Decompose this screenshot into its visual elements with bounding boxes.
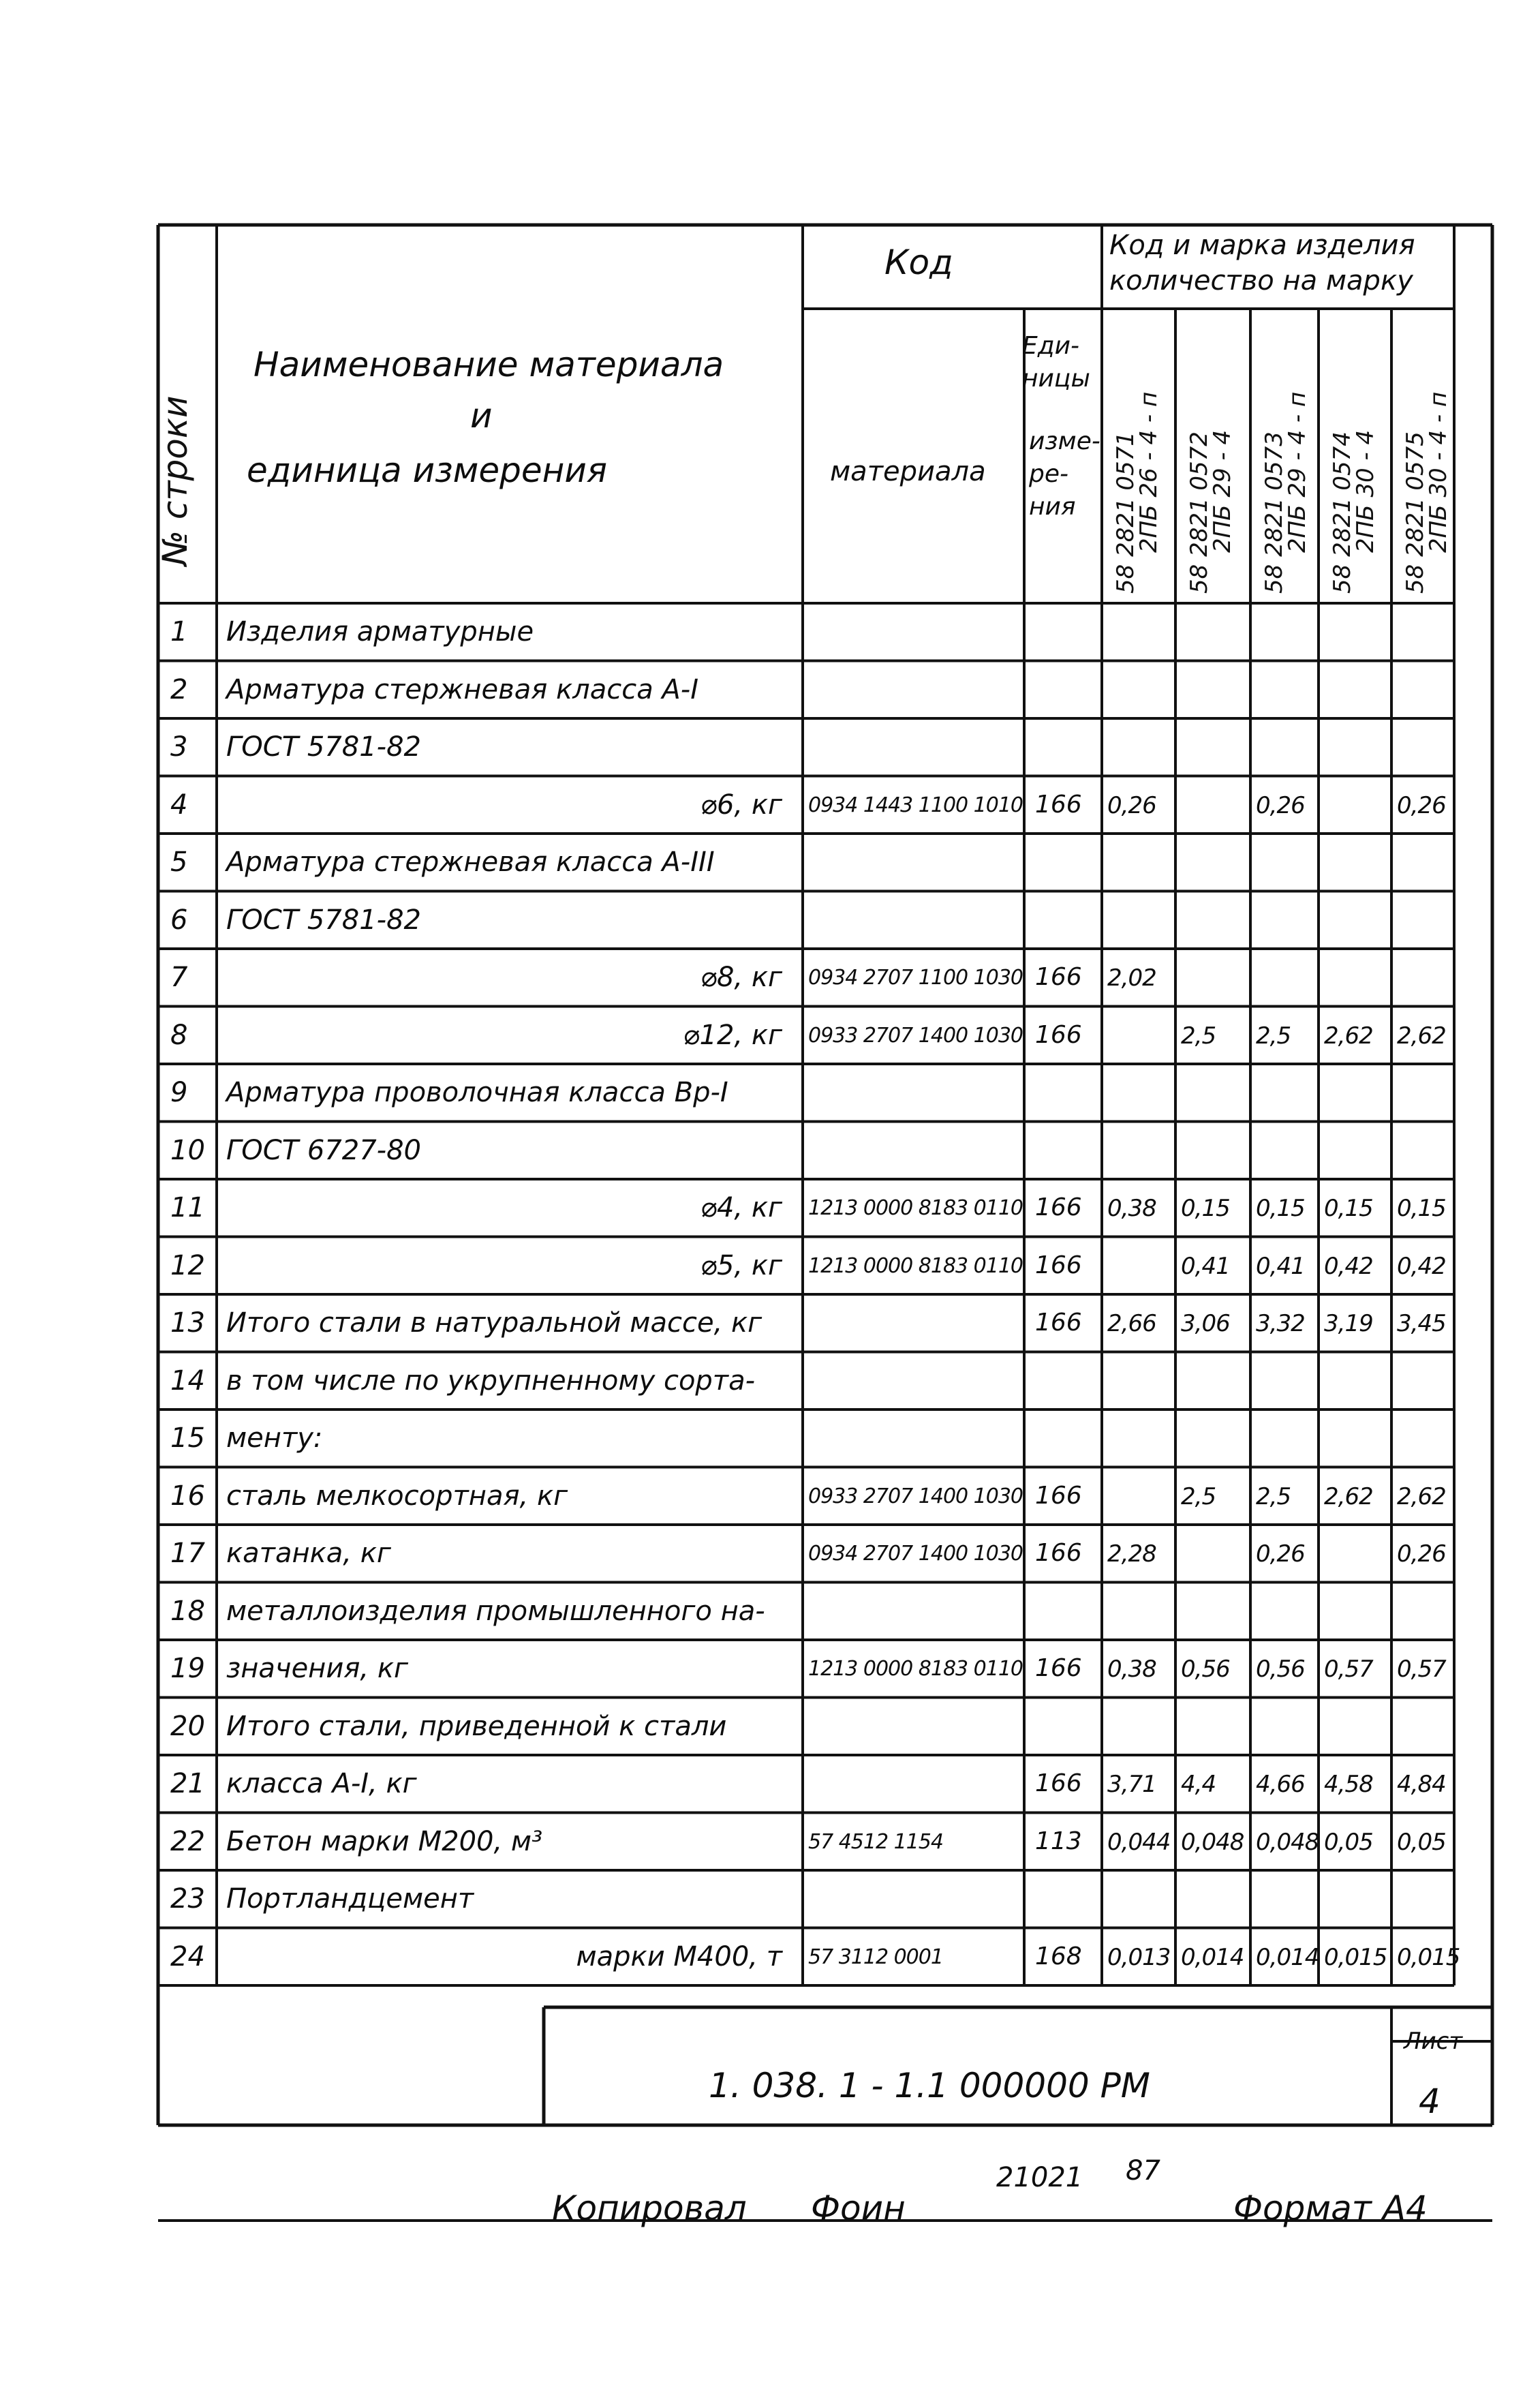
quantity-value: 4,84 [1397,1771,1446,1798]
unit-header-line3: изме- [1029,427,1100,455]
quantity-value: 2,02 [1107,964,1156,992]
row-number: 18 [170,1595,205,1627]
quantity-value: 4,58 [1324,1771,1373,1798]
quantity-value: 0,26 [1397,791,1446,819]
quantity-value: 0,42 [1397,1252,1446,1280]
row-number: 23 [170,1883,205,1915]
row-number: 24 [170,1940,205,1972]
name-header-line2: и [470,396,493,436]
product-column-header [1114,392,1160,594]
material-name: Итого стали, приведенной к стали [226,1710,727,1742]
product-code: 58 2821 0571 [1112,431,1139,594]
product-code: 58 2821 0573 [1261,431,1288,594]
row-number: 7 [170,962,188,993]
material-code: 0933 2707 1400 1030 [808,1023,1023,1048]
material-name: Портландцемент [226,1883,474,1915]
quantity-value: 2,62 [1397,1022,1446,1050]
material-code: 1213 0000 8183 0110 [808,1196,1023,1220]
unit-header-line2: ницы [1022,365,1090,393]
quantity-value: 0,15 [1324,1195,1373,1222]
product-column-header [1404,392,1450,594]
material-name: Итого стали в натуральной массе, кг [226,1307,763,1339]
material-code: 0934 1443 1100 1010 [808,793,1023,817]
quantity-value: 2,5 [1256,1482,1291,1510]
quantity-value: 0,56 [1181,1656,1230,1683]
copied-by-name: Фоин [811,2189,906,2228]
product-mark: 2ПБ 26 - 4 - п [1135,391,1162,553]
material-name: катанка, кг [226,1538,391,1569]
quantity-value: 0,015 [1397,1943,1460,1971]
quantity-value: 3,06 [1181,1310,1230,1337]
quantity-value: 3,19 [1324,1310,1373,1337]
material-name: сталь мелкосортная, кг [226,1480,568,1512]
product-mark: 2ПБ 29 - 4 [1209,429,1236,553]
format-label: Формат А4 [1233,2189,1428,2228]
quantity-value: 0,05 [1397,1828,1446,1856]
quantity-value: 0,048 [1256,1828,1319,1856]
quantity-value: 0,42 [1324,1252,1373,1280]
row-number: 16 [170,1480,205,1512]
row-number: 13 [170,1307,205,1339]
unit-header-line4: ре- [1029,460,1068,488]
unit-header-line1: Еди- [1022,332,1080,360]
quantity-value: 0,41 [1181,1252,1230,1280]
copied-by-label: Копировал [552,2189,747,2228]
material-name: ГОСТ 5781-82 [226,731,421,763]
quantity-value: 0,38 [1107,1195,1156,1222]
quantity-value: 2,28 [1107,1540,1156,1568]
product-column-header [1263,392,1309,594]
material-name: ⌀5, кг [700,1249,782,1281]
order-number: 21021 [996,2162,1083,2193]
row-number: 11 [170,1192,205,1223]
document-code: 1. 038. 1 - 1.1 000000 РМ [709,2066,1150,2105]
material-code: 0933 2707 1400 1030 [808,1484,1023,1508]
code-material-header: материала [830,456,986,487]
row-number: 19 [170,1653,205,1684]
quantity-value: 0,38 [1107,1656,1156,1683]
product-mark: 2ПБ 30 - 4 [1352,429,1379,553]
unit-code: 166 [1035,1654,1082,1682]
sheet-label: Лист [1404,2028,1463,2055]
products-header-line2: количество на марку [1109,265,1413,296]
quantity-value: 0,41 [1256,1252,1305,1280]
row-number: 8 [170,1019,188,1051]
product-code: 58 2821 0572 [1186,431,1213,594]
quantity-value: 3,32 [1256,1310,1305,1337]
unit-code: 113 [1035,1827,1082,1855]
material-name: Бетон марки М200, м³ [226,1825,543,1857]
material-name: ГОСТ 6727-80 [226,1134,421,1166]
product-column-header [1331,430,1377,594]
code-header: Код [884,243,953,282]
unit-code: 166 [1035,1769,1082,1797]
quantity-value: 2,62 [1397,1482,1446,1510]
quantity-value: 0,26 [1397,1540,1446,1568]
quantity-value: 0,26 [1256,791,1305,819]
unit-code: 166 [1035,1539,1082,1567]
row-number: 1 [170,616,188,647]
material-name: класса А-I, кг [226,1768,417,1799]
row-number: 3 [170,731,188,763]
row-number: 15 [170,1422,205,1454]
row-number: 4 [170,789,188,821]
unit-code: 166 [1035,963,1082,991]
material-name: ⌀12, кг [683,1019,782,1051]
material-name: ⌀6, кг [700,789,782,821]
quantity-value: 0,014 [1181,1943,1244,1971]
material-name: Арматура стержневая класса А-I [226,673,699,705]
product-column-header [1188,430,1234,594]
quantity-value: 2,5 [1181,1482,1216,1510]
name-header-line3: единица измерения [247,451,607,490]
material-name: ⌀8, кг [700,962,782,993]
unit-code: 166 [1035,1193,1082,1221]
material-name: марки М400, т [576,1940,782,1972]
material-name: менту: [226,1422,323,1454]
quantity-value: 0,26 [1107,791,1156,819]
unit-code: 168 [1035,1942,1082,1970]
row-number-header: № строки [155,395,195,566]
material-name: в том числе по укрупненному сорта- [226,1365,756,1397]
quantity-value: 4,66 [1256,1771,1305,1798]
material-name: ⌀4, кг [700,1192,782,1223]
material-name: Арматура проволочная класса Вр-I [226,1077,728,1108]
quantity-value: 2,5 [1256,1022,1291,1050]
quantity-value: 0,013 [1107,1943,1171,1971]
quantity-value: 2,62 [1324,1022,1373,1050]
quantity-value: 0,15 [1181,1195,1230,1222]
sheet-number: 4 [1419,2082,1441,2121]
unit-code: 166 [1035,1251,1082,1279]
quantity-value: 0,015 [1324,1943,1387,1971]
row-number: 17 [170,1538,205,1569]
material-name: Арматура стержневая класса А-III [226,847,715,878]
quantity-value: 0,57 [1324,1656,1373,1683]
row-number: 6 [170,904,188,936]
row-number: 22 [170,1825,205,1857]
material-name: Изделия арматурные [226,616,534,647]
name-header-line1: Наименование материала [253,345,724,384]
quantity-value: 0,26 [1256,1540,1305,1568]
product-mark: 2ПБ 29 - 4 - п [1284,391,1311,553]
material-code: 0934 2707 1400 1030 [808,1542,1023,1566]
material-code: 57 4512 1154 [808,1829,943,1854]
quantity-value: 0,15 [1256,1195,1305,1222]
quantity-value: 3,71 [1107,1771,1156,1798]
unit-code: 166 [1035,1020,1082,1049]
quantity-value: 3,45 [1397,1310,1446,1337]
material-code: 57 3112 0001 [808,1945,943,1969]
material-name: значения, кг [226,1653,408,1684]
quantity-value: 0,05 [1324,1828,1373,1856]
unit-header-line5: ния [1029,493,1076,521]
quantity-value: 0,56 [1256,1656,1305,1683]
product-mark: 2ПБ 30 - 4 - п [1425,391,1452,553]
quantity-value: 0,014 [1256,1943,1319,1971]
quantity-value: 2,5 [1181,1022,1216,1050]
quantity-value: 0,048 [1181,1828,1244,1856]
unit-code: 166 [1035,1481,1082,1510]
row-number: 9 [170,1077,188,1108]
quantity-value: 0,57 [1397,1656,1446,1683]
unit-code: 166 [1035,1309,1082,1337]
product-code: 58 2821 0574 [1329,431,1356,594]
products-header-line1: Код и марка изделия [1109,230,1415,261]
row-number: 5 [170,847,188,878]
row-number: 12 [170,1249,205,1281]
row-number: 20 [170,1710,205,1742]
material-code: 1213 0000 8183 0110 [808,1657,1023,1681]
order-count: 87 [1126,2155,1160,2186]
row-number: 14 [170,1365,205,1397]
material-code: 1213 0000 8183 0110 [808,1253,1023,1278]
row-number: 10 [170,1134,205,1166]
material-name: ГОСТ 5781-82 [226,904,421,936]
quantity-value: 0,044 [1107,1828,1171,1856]
quantity-value: 4,4 [1181,1771,1216,1798]
material-name: металлоизделия промышленного на- [226,1595,765,1627]
row-number: 2 [170,673,188,705]
quantity-value: 2,62 [1324,1482,1373,1510]
unit-code: 166 [1035,790,1082,819]
material-code: 0934 2707 1100 1030 [808,966,1023,990]
quantity-value: 0,15 [1397,1195,1446,1222]
quantity-value: 2,66 [1107,1310,1156,1337]
row-number: 21 [170,1768,205,1799]
product-code: 58 2821 0575 [1402,431,1429,594]
